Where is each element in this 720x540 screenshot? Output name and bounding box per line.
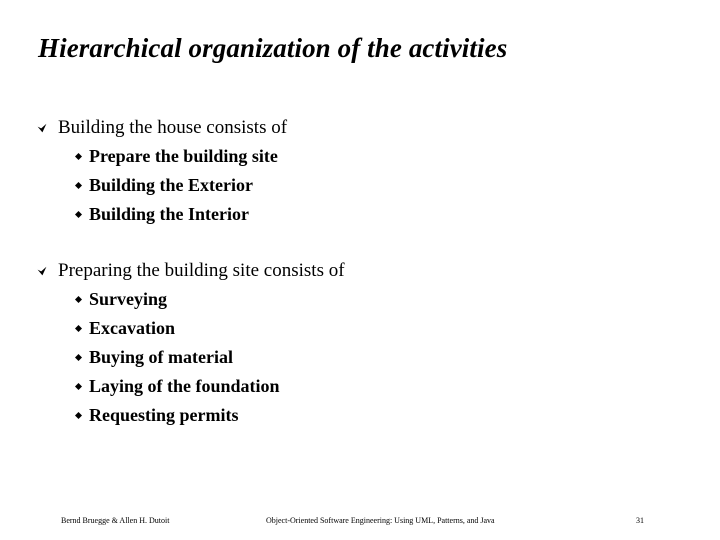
diamond-icon <box>74 200 82 229</box>
page-number: 31 <box>636 516 644 525</box>
list-item <box>0 171 720 200</box>
list-item <box>0 200 720 229</box>
checkmark-arrow-icon <box>36 114 48 142</box>
diamond-icon <box>74 142 82 171</box>
section-preparing-site <box>0 257 720 430</box>
list-item-label: Excavation <box>89 318 176 338</box>
section-heading-row <box>0 114 720 142</box>
section-heading: Preparing the building site consists of <box>58 260 345 281</box>
footer-authors: Bernd Bruegge & Allen H. Dutoit <box>61 516 170 525</box>
list-item <box>0 372 720 401</box>
list-item-label: Building the Exterior <box>89 175 254 195</box>
diamond-icon <box>74 343 82 372</box>
list-item-label: Buying of material <box>89 347 233 367</box>
diamond-icon <box>74 314 82 343</box>
diamond-icon <box>74 372 82 401</box>
footer-book-title: Object-Oriented Software Engineering: Using UML, Patterns, and Java <box>266 516 495 525</box>
list-item-label: Surveying <box>89 289 168 309</box>
section-heading-row <box>0 257 720 285</box>
diamond-icon <box>74 171 82 200</box>
list-item <box>0 285 720 314</box>
list-item <box>0 142 720 171</box>
list-item-label: Building the Interior <box>89 204 250 224</box>
slide-title: Hierarchical organization of the activities <box>38 33 508 63</box>
list-item <box>0 343 720 372</box>
list-item-label: Prepare the building site <box>89 146 278 166</box>
list-item <box>0 314 720 343</box>
diamond-icon <box>74 401 82 430</box>
list-item-label: Laying of the foundation <box>89 376 280 396</box>
list-item <box>0 401 720 430</box>
section-building-house <box>0 114 720 229</box>
checkmark-arrow-icon <box>36 257 48 285</box>
diamond-icon <box>74 285 82 314</box>
list-item-label: Requesting permits <box>89 405 239 425</box>
section-heading: Building the house consists of <box>58 117 288 138</box>
